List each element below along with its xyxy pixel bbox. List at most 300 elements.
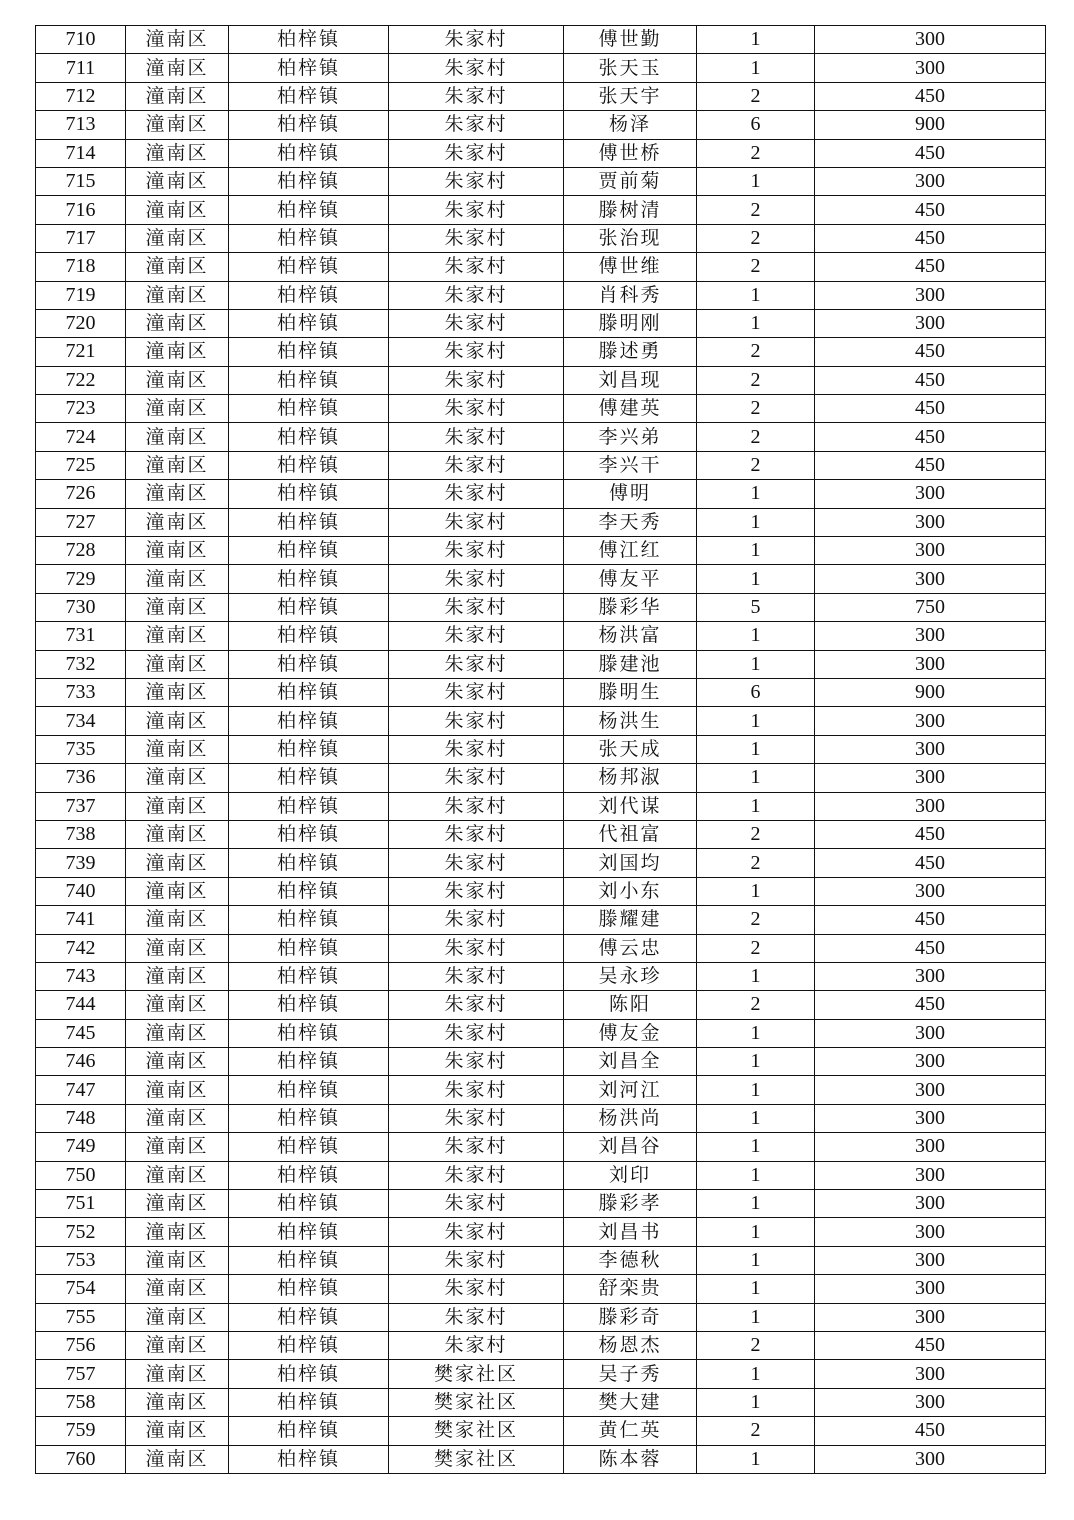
- cell-village: 朱家村: [389, 1048, 564, 1076]
- cell-amount: 450: [815, 820, 1046, 848]
- cell-name: 黄仁英: [564, 1417, 697, 1445]
- table-row: [36, 423, 1046, 451]
- cell-name: 傅云忠: [564, 934, 697, 962]
- cell-district: 潼南区: [126, 906, 229, 934]
- cell-district: 潼南区: [126, 877, 229, 905]
- cell-district: 潼南区: [126, 480, 229, 508]
- cell-amount: 450: [815, 139, 1046, 167]
- table-row: [36, 1275, 1046, 1303]
- cell-district: 潼南区: [126, 991, 229, 1019]
- cell-town: 柏梓镇: [229, 1303, 389, 1331]
- cell-row-index: 739: [36, 849, 126, 877]
- cell-amount: 450: [815, 253, 1046, 281]
- cell-row-index: 760: [36, 1445, 126, 1473]
- cell-village: 樊家社区: [389, 1360, 564, 1388]
- cell-district: 潼南区: [126, 167, 229, 195]
- cell-name: 张天宇: [564, 82, 697, 110]
- cell-name: 傅世维: [564, 253, 697, 281]
- cell-count: 1: [697, 1104, 815, 1132]
- cell-town: 柏梓镇: [229, 253, 389, 281]
- table-row: [36, 1048, 1046, 1076]
- cell-count: 1: [697, 1275, 815, 1303]
- cell-row-index: 731: [36, 622, 126, 650]
- cell-amount: 450: [815, 338, 1046, 366]
- table-row: [36, 650, 1046, 678]
- cell-district: 潼南区: [126, 451, 229, 479]
- cell-count: 2: [697, 820, 815, 848]
- cell-district: 潼南区: [126, 1275, 229, 1303]
- cell-district: 潼南区: [126, 1360, 229, 1388]
- cell-district: 潼南区: [126, 395, 229, 423]
- cell-district: 潼南区: [126, 849, 229, 877]
- cell-district: 潼南区: [126, 622, 229, 650]
- table-row: [36, 593, 1046, 621]
- cell-row-index: 752: [36, 1218, 126, 1246]
- cell-row-index: 717: [36, 224, 126, 252]
- cell-village: 朱家村: [389, 1331, 564, 1359]
- cell-village: 樊家社区: [389, 1388, 564, 1416]
- cell-village: 朱家村: [389, 139, 564, 167]
- cell-count: 1: [697, 1445, 815, 1473]
- cell-village: 朱家村: [389, 991, 564, 1019]
- cell-amount: 300: [815, 1275, 1046, 1303]
- table-row: [36, 451, 1046, 479]
- cell-amount: 450: [815, 82, 1046, 110]
- cell-row-index: 750: [36, 1161, 126, 1189]
- cell-village: 朱家村: [389, 281, 564, 309]
- cell-row-index: 741: [36, 906, 126, 934]
- cell-row-index: 742: [36, 934, 126, 962]
- cell-row-index: 725: [36, 451, 126, 479]
- cell-village: 朱家村: [389, 792, 564, 820]
- cell-row-index: 756: [36, 1331, 126, 1359]
- cell-town: 柏梓镇: [229, 1388, 389, 1416]
- cell-name: 杨泽: [564, 111, 697, 139]
- cell-village: 樊家社区: [389, 1445, 564, 1473]
- cell-district: 潼南区: [126, 650, 229, 678]
- table-row: [36, 735, 1046, 763]
- cell-district: 潼南区: [126, 707, 229, 735]
- table-row: [36, 224, 1046, 252]
- cell-amount: 450: [815, 906, 1046, 934]
- cell-name: 樊大建: [564, 1388, 697, 1416]
- cell-amount: 300: [815, 1019, 1046, 1047]
- table-row: [36, 395, 1046, 423]
- table-row: [36, 1104, 1046, 1132]
- table-row: [36, 54, 1046, 82]
- cell-row-index: 753: [36, 1246, 126, 1274]
- table-row: [36, 480, 1046, 508]
- cell-row-index: 745: [36, 1019, 126, 1047]
- cell-count: 2: [697, 423, 815, 451]
- cell-name: 张天成: [564, 735, 697, 763]
- data-table: [35, 25, 1046, 1474]
- cell-district: 潼南区: [126, 962, 229, 990]
- cell-count: 2: [697, 849, 815, 877]
- cell-amount: 300: [815, 962, 1046, 990]
- cell-town: 柏梓镇: [229, 1417, 389, 1445]
- cell-district: 潼南区: [126, 1303, 229, 1331]
- table-row: [36, 309, 1046, 337]
- table-row: [36, 111, 1046, 139]
- cell-district: 潼南区: [126, 934, 229, 962]
- table-row: [36, 1360, 1046, 1388]
- cell-name: 张天玉: [564, 54, 697, 82]
- table-row: [36, 1190, 1046, 1218]
- cell-count: 2: [697, 906, 815, 934]
- cell-town: 柏梓镇: [229, 792, 389, 820]
- cell-count: 1: [697, 1246, 815, 1274]
- cell-name: 滕明刚: [564, 309, 697, 337]
- cell-count: 2: [697, 451, 815, 479]
- cell-town: 柏梓镇: [229, 82, 389, 110]
- cell-amount: 300: [815, 565, 1046, 593]
- table-row: [36, 139, 1046, 167]
- cell-amount: 450: [815, 196, 1046, 224]
- cell-row-index: 710: [36, 26, 126, 54]
- cell-count: 2: [697, 139, 815, 167]
- table-row: [36, 764, 1046, 792]
- cell-village: 朱家村: [389, 735, 564, 763]
- cell-village: 朱家村: [389, 764, 564, 792]
- cell-name: 刘印: [564, 1161, 697, 1189]
- cell-count: 2: [697, 934, 815, 962]
- cell-village: 朱家村: [389, 82, 564, 110]
- table-row: [36, 1246, 1046, 1274]
- cell-name: 贾前菊: [564, 167, 697, 195]
- cell-name: 张治现: [564, 224, 697, 252]
- table-row: [36, 991, 1046, 1019]
- cell-town: 柏梓镇: [229, 1218, 389, 1246]
- cell-count: 1: [697, 537, 815, 565]
- cell-row-index: 734: [36, 707, 126, 735]
- cell-district: 潼南区: [126, 1331, 229, 1359]
- cell-village: 樊家社区: [389, 1417, 564, 1445]
- cell-town: 柏梓镇: [229, 508, 389, 536]
- cell-town: 柏梓镇: [229, 934, 389, 962]
- cell-row-index: 744: [36, 991, 126, 1019]
- cell-district: 潼南区: [126, 1161, 229, 1189]
- cell-name: 滕彩孝: [564, 1190, 697, 1218]
- cell-name: 滕建池: [564, 650, 697, 678]
- cell-count: 2: [697, 991, 815, 1019]
- cell-town: 柏梓镇: [229, 111, 389, 139]
- cell-village: 朱家村: [389, 1076, 564, 1104]
- cell-name: 杨洪富: [564, 622, 697, 650]
- cell-amount: 300: [815, 650, 1046, 678]
- cell-village: 朱家村: [389, 877, 564, 905]
- cell-town: 柏梓镇: [229, 1076, 389, 1104]
- cell-row-index: 758: [36, 1388, 126, 1416]
- cell-district: 潼南区: [126, 1246, 229, 1274]
- cell-name: 李兴弟: [564, 423, 697, 451]
- cell-amount: 300: [815, 309, 1046, 337]
- cell-count: 1: [697, 1190, 815, 1218]
- cell-town: 柏梓镇: [229, 764, 389, 792]
- cell-row-index: 737: [36, 792, 126, 820]
- cell-count: 6: [697, 678, 815, 706]
- cell-amount: 300: [815, 1076, 1046, 1104]
- cell-row-index: 729: [36, 565, 126, 593]
- cell-town: 柏梓镇: [229, 593, 389, 621]
- cell-row-index: 711: [36, 54, 126, 82]
- cell-row-index: 755: [36, 1303, 126, 1331]
- cell-amount: 900: [815, 678, 1046, 706]
- cell-count: 2: [697, 196, 815, 224]
- cell-village: 朱家村: [389, 906, 564, 934]
- cell-count: 2: [697, 366, 815, 394]
- table-row: [36, 820, 1046, 848]
- cell-count: 1: [697, 167, 815, 195]
- cell-village: 朱家村: [389, 508, 564, 536]
- cell-amount: 450: [815, 934, 1046, 962]
- cell-district: 潼南区: [126, 309, 229, 337]
- cell-town: 柏梓镇: [229, 167, 389, 195]
- cell-village: 朱家村: [389, 622, 564, 650]
- cell-village: 朱家村: [389, 1303, 564, 1331]
- cell-district: 潼南区: [126, 820, 229, 848]
- cell-row-index: 719: [36, 281, 126, 309]
- cell-district: 潼南区: [126, 1218, 229, 1246]
- cell-district: 潼南区: [126, 764, 229, 792]
- cell-village: 朱家村: [389, 26, 564, 54]
- cell-count: 1: [697, 1218, 815, 1246]
- cell-amount: 300: [815, 1246, 1046, 1274]
- cell-count: 1: [697, 1360, 815, 1388]
- cell-name: 滕彩奇: [564, 1303, 697, 1331]
- cell-name: 刘代谋: [564, 792, 697, 820]
- cell-name: 傅江红: [564, 537, 697, 565]
- cell-village: 朱家村: [389, 565, 564, 593]
- cell-name: 刘昌谷: [564, 1133, 697, 1161]
- cell-amount: 900: [815, 111, 1046, 139]
- cell-district: 潼南区: [126, 82, 229, 110]
- cell-count: 1: [697, 1133, 815, 1161]
- cell-district: 潼南区: [126, 253, 229, 281]
- cell-village: 朱家村: [389, 1246, 564, 1274]
- cell-village: 朱家村: [389, 196, 564, 224]
- table-row: [36, 1161, 1046, 1189]
- cell-district: 潼南区: [126, 1048, 229, 1076]
- table-row: [36, 1303, 1046, 1331]
- cell-village: 朱家村: [389, 678, 564, 706]
- cell-district: 潼南区: [126, 281, 229, 309]
- table-row: [36, 1417, 1046, 1445]
- cell-amount: 300: [815, 508, 1046, 536]
- cell-amount: 450: [815, 849, 1046, 877]
- cell-village: 朱家村: [389, 423, 564, 451]
- cell-amount: 450: [815, 224, 1046, 252]
- cell-count: 2: [697, 1417, 815, 1445]
- cell-town: 柏梓镇: [229, 991, 389, 1019]
- cell-name: 刘昌书: [564, 1218, 697, 1246]
- cell-name: 李德秋: [564, 1246, 697, 1274]
- cell-village: 朱家村: [389, 224, 564, 252]
- cell-row-index: 748: [36, 1104, 126, 1132]
- cell-village: 朱家村: [389, 338, 564, 366]
- cell-count: 2: [697, 395, 815, 423]
- cell-village: 朱家村: [389, 537, 564, 565]
- cell-name: 刘国均: [564, 849, 697, 877]
- cell-district: 潼南区: [126, 1388, 229, 1416]
- cell-amount: 300: [815, 167, 1046, 195]
- cell-count: 1: [697, 707, 815, 735]
- cell-count: 1: [697, 650, 815, 678]
- cell-town: 柏梓镇: [229, 1275, 389, 1303]
- cell-town: 柏梓镇: [229, 26, 389, 54]
- cell-town: 柏梓镇: [229, 565, 389, 593]
- table-row: [36, 1133, 1046, 1161]
- cell-town: 柏梓镇: [229, 281, 389, 309]
- cell-district: 潼南区: [126, 1417, 229, 1445]
- cell-amount: 300: [815, 1360, 1046, 1388]
- cell-town: 柏梓镇: [229, 678, 389, 706]
- table-row: [36, 366, 1046, 394]
- table-row: [36, 678, 1046, 706]
- cell-name: 杨洪尚: [564, 1104, 697, 1132]
- cell-row-index: 727: [36, 508, 126, 536]
- table-row: [36, 1218, 1046, 1246]
- cell-count: 1: [697, 622, 815, 650]
- cell-name: 吴永珍: [564, 962, 697, 990]
- cell-amount: 300: [815, 537, 1046, 565]
- cell-count: 1: [697, 309, 815, 337]
- cell-district: 潼南区: [126, 1076, 229, 1104]
- cell-row-index: 722: [36, 366, 126, 394]
- cell-row-index: 743: [36, 962, 126, 990]
- table-body: [36, 26, 1046, 1474]
- table-row: [36, 508, 1046, 536]
- cell-amount: 300: [815, 1104, 1046, 1132]
- cell-count: 5: [697, 593, 815, 621]
- cell-amount: 300: [815, 877, 1046, 905]
- cell-town: 柏梓镇: [229, 480, 389, 508]
- cell-amount: 300: [815, 480, 1046, 508]
- cell-count: 1: [697, 1048, 815, 1076]
- cell-count: 2: [697, 338, 815, 366]
- cell-name: 滕耀建: [564, 906, 697, 934]
- cell-name: 滕述勇: [564, 338, 697, 366]
- cell-town: 柏梓镇: [229, 962, 389, 990]
- cell-town: 柏梓镇: [229, 849, 389, 877]
- table-row: [36, 934, 1046, 962]
- cell-town: 柏梓镇: [229, 451, 389, 479]
- cell-village: 朱家村: [389, 1104, 564, 1132]
- cell-town: 柏梓镇: [229, 54, 389, 82]
- cell-name: 陈本蓉: [564, 1445, 697, 1473]
- cell-town: 柏梓镇: [229, 1331, 389, 1359]
- cell-amount: 450: [815, 451, 1046, 479]
- cell-amount: 450: [815, 395, 1046, 423]
- cell-village: 朱家村: [389, 366, 564, 394]
- table-row: [36, 792, 1046, 820]
- cell-town: 柏梓镇: [229, 423, 389, 451]
- cell-amount: 300: [815, 281, 1046, 309]
- cell-amount: 300: [815, 1048, 1046, 1076]
- table-row: [36, 1019, 1046, 1047]
- cell-row-index: 738: [36, 820, 126, 848]
- cell-district: 潼南区: [126, 1190, 229, 1218]
- cell-town: 柏梓镇: [229, 707, 389, 735]
- cell-name: 滕树清: [564, 196, 697, 224]
- cell-row-index: 751: [36, 1190, 126, 1218]
- cell-village: 朱家村: [389, 1133, 564, 1161]
- cell-name: 傅明: [564, 480, 697, 508]
- cell-district: 潼南区: [126, 678, 229, 706]
- cell-village: 朱家村: [389, 309, 564, 337]
- cell-district: 潼南区: [126, 593, 229, 621]
- cell-name: 杨洪生: [564, 707, 697, 735]
- table-row: [36, 565, 1046, 593]
- cell-row-index: 714: [36, 139, 126, 167]
- cell-amount: 450: [815, 423, 1046, 451]
- cell-town: 柏梓镇: [229, 395, 389, 423]
- table-row: [36, 26, 1046, 54]
- table-row: [36, 906, 1046, 934]
- cell-village: 朱家村: [389, 650, 564, 678]
- cell-amount: 450: [815, 1417, 1046, 1445]
- cell-count: 1: [697, 877, 815, 905]
- cell-town: 柏梓镇: [229, 820, 389, 848]
- cell-count: 2: [697, 224, 815, 252]
- cell-row-index: 735: [36, 735, 126, 763]
- cell-name: 傅世勤: [564, 26, 697, 54]
- table-row: [36, 196, 1046, 224]
- cell-district: 潼南区: [126, 1445, 229, 1473]
- cell-village: 朱家村: [389, 593, 564, 621]
- cell-district: 潼南区: [126, 423, 229, 451]
- cell-village: 朱家村: [389, 820, 564, 848]
- table-row: [36, 1445, 1046, 1473]
- cell-town: 柏梓镇: [229, 906, 389, 934]
- cell-name: 刘河江: [564, 1076, 697, 1104]
- cell-row-index: 730: [36, 593, 126, 621]
- cell-district: 潼南区: [126, 1019, 229, 1047]
- cell-name: 李天秀: [564, 508, 697, 536]
- cell-row-index: 749: [36, 1133, 126, 1161]
- cell-village: 朱家村: [389, 111, 564, 139]
- cell-count: 1: [697, 508, 815, 536]
- cell-village: 朱家村: [389, 54, 564, 82]
- cell-amount: 300: [815, 735, 1046, 763]
- cell-count: 1: [697, 764, 815, 792]
- cell-amount: 450: [815, 1331, 1046, 1359]
- cell-town: 柏梓镇: [229, 366, 389, 394]
- cell-village: 朱家村: [389, 253, 564, 281]
- cell-row-index: 728: [36, 537, 126, 565]
- cell-village: 朱家村: [389, 451, 564, 479]
- cell-name: 刘小东: [564, 877, 697, 905]
- cell-count: 1: [697, 1303, 815, 1331]
- cell-town: 柏梓镇: [229, 139, 389, 167]
- cell-amount: 750: [815, 593, 1046, 621]
- cell-name: 刘昌全: [564, 1048, 697, 1076]
- cell-name: 代祖富: [564, 820, 697, 848]
- cell-name: 滕彩华: [564, 593, 697, 621]
- cell-village: 朱家村: [389, 934, 564, 962]
- cell-row-index: 754: [36, 1275, 126, 1303]
- cell-count: 1: [697, 565, 815, 593]
- cell-name: 陈阳: [564, 991, 697, 1019]
- cell-district: 潼南区: [126, 54, 229, 82]
- table-row: [36, 1076, 1046, 1104]
- cell-count: 1: [697, 54, 815, 82]
- cell-district: 潼南区: [126, 508, 229, 536]
- cell-row-index: 746: [36, 1048, 126, 1076]
- cell-district: 潼南区: [126, 792, 229, 820]
- cell-village: 朱家村: [389, 1190, 564, 1218]
- cell-row-index: 716: [36, 196, 126, 224]
